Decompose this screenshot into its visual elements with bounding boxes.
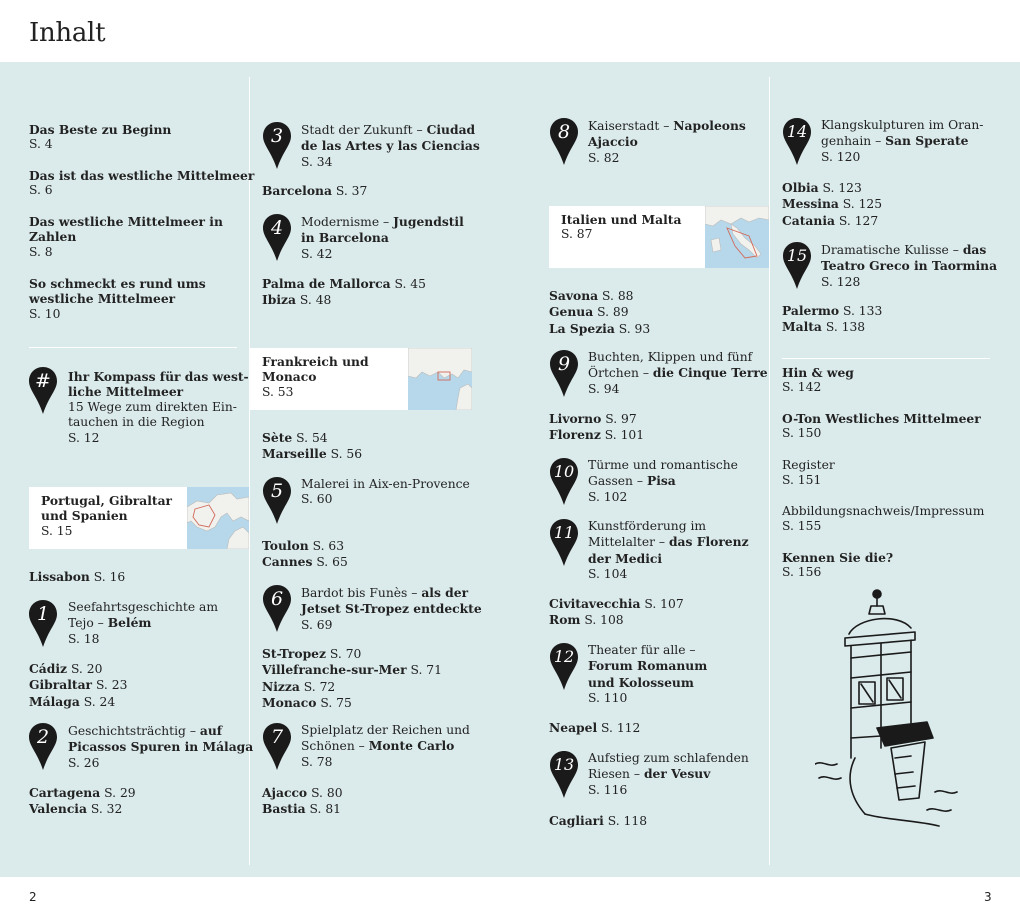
toc-entry-way-12[interactable]: Theater für alle – Forum Romanum und Kolosseum S. 110 <box>588 643 708 706</box>
toc-entry-lissabon[interactable]: Lissabon S. 16 <box>29 569 126 584</box>
toc-places-group[interactable]: Palermo S. 133 Malta S. 138 <box>782 303 883 335</box>
toc-entry-way-13[interactable]: Aufstieg zum schlafenden Riesen – der Vesuv S. 116 <box>588 751 749 797</box>
toc-places-group[interactable]: Sète S. 54 Marseille S. 56 <box>262 430 363 462</box>
toc-entry-so-schmeckt[interactable]: So schmeckt es rund ums westliche Mittelmeer S. 10 <box>29 276 206 321</box>
toc-entry-das-beste[interactable]: Das Beste zu Beginn S. 4 <box>29 122 172 152</box>
pin-15-icon: 15 <box>782 241 812 285</box>
toc-places-group[interactable]: Toulon S. 63 Cannes S. 65 <box>262 538 348 570</box>
hash-pin-icon: # <box>28 366 58 410</box>
pin-1-icon: 1 <box>28 599 58 643</box>
toc-entry-way-1[interactable]: Seefahrtsgeschichte am Tejo – Belém S. 18 <box>68 600 219 646</box>
toc-entry-way-9[interactable]: Buchten, Klippen und fünf Örtchen – die Cinque Terre S. 94 <box>588 350 768 396</box>
toc-entry-way-15[interactable]: Dramatische Kulisse – das Teatro Greco in Taormina S. 128 <box>821 242 998 289</box>
toc-entry-westliches-mittelmeer[interactable]: Das ist das westliche Mittelmeer S. 6 <box>29 168 255 198</box>
toc-entry-barcelona[interactable]: Barcelona S. 37 <box>262 183 368 198</box>
toc-places-group[interactable]: St-Tropez S. 70 Villefranche-sur-Mer S. 71 Nizza S. 72 Monaco S. 75 <box>262 646 442 711</box>
toc-entry-way-6[interactable]: Bardot bis Funès – als der Jetset St-Tropez entdeckte S. 69 <box>301 585 482 632</box>
toc-entry-cagliari[interactable]: Cagliari S. 118 <box>549 813 648 828</box>
toc-entry-way-8[interactable]: Kaiserstadt – Napoleons Ajaccio S. 82 <box>588 118 746 165</box>
toc-places-group[interactable]: Olbia S. 123 Messina S. 125 Catania S. 127 <box>782 180 883 228</box>
toc-places-group[interactable]: Savona S. 88 Genua S. 89 La Spezia S. 93 <box>549 288 651 336</box>
toc-entry-way-4[interactable]: Modernisme – Jugendstil in Barcelona S. 42 <box>301 214 464 261</box>
toc-entry-hin-und-weg[interactable]: Hin & weg S. 142 <box>782 365 854 395</box>
toc-places-group[interactable]: Cádiz S. 20 Gibraltar S. 23 Málaga S. 24 <box>29 661 128 709</box>
toc-entry-o-ton[interactable]: O-Ton Westliches Mittelmeer S. 150 <box>782 411 981 441</box>
watchtower-sketch-illustration <box>815 588 965 833</box>
pin-2-icon: 2 <box>28 722 58 766</box>
pin-9-icon: 9 <box>549 349 579 393</box>
toc-entry-neapel[interactable]: Neapel S. 112 <box>549 720 641 735</box>
toc-places-group[interactable]: Cartagena S. 29 Valencia S. 32 <box>29 785 136 817</box>
pin-3-icon: 3 <box>262 121 292 165</box>
toc-entry-way-2[interactable]: Geschichtsträchtig – auf Picassos Spuren in Málaga S. 26 <box>68 723 254 770</box>
toc-entry-way-14[interactable]: Klangskulpturen im Oran- genhain – San Sperate S. 120 <box>821 118 984 164</box>
region-box-frankreich-monaco[interactable]: Frankreich und Monaco S. 53 <box>250 348 472 410</box>
pin-12-icon: 12 <box>549 642 579 686</box>
region-map-iberia <box>187 487 249 549</box>
toc-entry-kompass[interactable]: Ihr Kompass für das west- liche Mittelmeer 15 Wege zum direkten Ein- tauchen in die Region S. 12 <box>68 369 249 445</box>
toc-places-group[interactable]: Civitavecchia S. 107 Rom S. 108 <box>549 596 684 628</box>
region-box-portugal-spanien[interactable]: Portugal, Gibraltar und Spanien S. 15 <box>29 487 249 549</box>
pin-13-icon: 13 <box>549 750 579 794</box>
section-divider <box>782 358 990 359</box>
section-divider <box>29 347 237 348</box>
region-map-italy <box>705 206 769 268</box>
pin-6-icon: 6 <box>262 584 292 628</box>
toc-places-group[interactable]: Livorno S. 97 Florenz S. 101 <box>549 411 645 443</box>
toc-places-group[interactable]: Palma de Mallorca S. 45 Ibiza S. 48 <box>262 276 426 308</box>
toc-entry-impressum[interactable]: Abbildungsnachweis/Impressum S. 155 <box>782 504 985 534</box>
toc-entry-way-3[interactable]: Stadt der Zukunft – Ciudad de las Artes y las Ciencias S. 34 <box>301 122 480 169</box>
pin-8-icon: 8 <box>549 117 579 161</box>
pin-10-icon: 10 <box>549 457 579 501</box>
region-map-france <box>408 348 472 410</box>
pin-4-icon: 4 <box>262 213 292 257</box>
pin-14-icon: 14 <box>782 117 812 161</box>
toc-entry-kennen-sie-die[interactable]: Kennen Sie die? S. 156 <box>782 550 894 580</box>
page-title: Inhalt <box>29 18 106 48</box>
toc-entry-way-11[interactable]: Kunstförderung im Mittelalter – das Florenz der Medici S. 104 <box>588 519 749 582</box>
toc-entry-register[interactable]: Register S. 151 <box>782 458 835 488</box>
toc-places-group[interactable]: Ajacco S. 80 Bastia S. 81 <box>262 785 343 817</box>
pin-5-icon: 5 <box>262 476 292 520</box>
toc-entry-way-5[interactable]: Malerei in Aix-en-Provence S. 60 <box>301 477 470 507</box>
page-number-left: 2 <box>29 890 37 904</box>
pin-7-icon: 7 <box>262 722 292 766</box>
toc-entry-way-10[interactable]: Türme und romantische Gassen – Pisa S. 102 <box>588 458 738 504</box>
column-divider <box>769 77 770 865</box>
toc-entry-way-7[interactable]: Spielplatz der Reichen und Schönen – Monte Carlo S. 78 <box>301 723 470 769</box>
region-box-italien-malta[interactable]: Italien und Malta S. 87 <box>549 206 769 268</box>
page-number-right: 3 <box>984 890 992 904</box>
pin-11-icon: 11 <box>549 518 579 562</box>
toc-entry-zahlen[interactable]: Das westliche Mittelmeer in Zahlen S. 8 <box>29 214 223 259</box>
